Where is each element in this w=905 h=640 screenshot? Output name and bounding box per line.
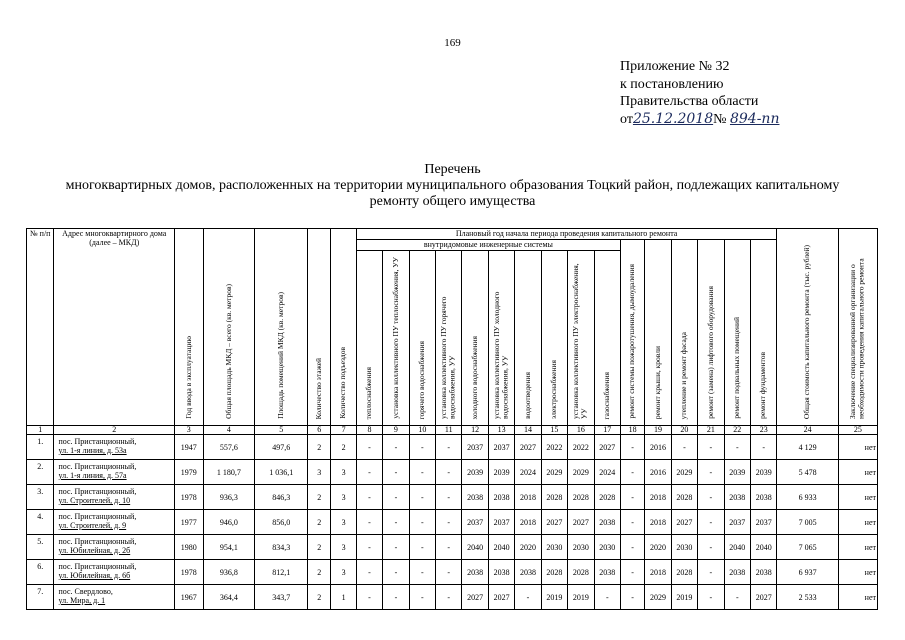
header-total-cost-cell [777,229,838,426]
table-cell: 2016 [645,435,671,460]
table-cell: 846,3 [255,485,308,510]
table-cell: - [698,485,724,510]
table-cell: 3 [331,535,356,560]
table-cell: 2020 [645,535,671,560]
table-cell: 2029 [568,460,594,485]
table-cell: 2019 [541,585,567,610]
table-cell: 2038 [462,485,488,510]
header-hot-water-cell [409,251,435,426]
table-cell: 2018 [645,560,671,585]
header-hot-water: горячего водоснабжения [417,340,427,419]
header-meter-hot-cell [436,251,462,426]
row-address [54,435,175,460]
row-number: 3. [27,485,54,510]
address-line-2: ул. Юбилейная, д. 6б [58,571,131,580]
table-cell: 812,1 [255,560,308,585]
table-cell: нет [838,560,877,585]
table-cell: - [698,560,724,585]
table-cell: 936,8 [203,560,255,585]
address-line-2: ул. 1-я линия, д. 53а [58,446,127,455]
header-gas-cell [594,251,620,426]
row-address [54,485,175,510]
table-cell: 1 [331,585,356,610]
table-cell: нет [838,535,877,560]
header-fire-alarm-cell [620,240,644,426]
table-cell: 2038 [462,560,488,585]
header-total-area: Общая площадь МКД – всего (кв. метров) [223,284,233,419]
table-cell: - [698,585,724,610]
col-number: 23 [750,426,776,435]
table-cell: 6 937 [777,560,838,585]
table-cell: 2040 [488,535,514,560]
table-cell: - [409,485,435,510]
table-cell: 2028 [568,485,594,510]
col-number: 20 [671,426,697,435]
header-foundation-cell [750,240,776,426]
appendix-line-3: Правительства области [620,94,759,109]
table-cell: 2030 [594,535,620,560]
table-cell: 1967 [174,585,203,610]
row-number: 5. [27,535,54,560]
table-cell: 2037 [750,510,776,535]
table-cell: 2027 [515,435,541,460]
table-body [27,435,878,610]
header-facade: утепление и ремонт фасада [679,331,689,419]
table-cell: - [436,510,462,535]
col-number: 17 [594,426,620,435]
header-meter-cold: установка коллективного ПУ холодного водоснабжения, УУ [492,291,510,419]
table-cell: 2027 [750,585,776,610]
row-number: 7. [27,585,54,610]
table-cell: 2037 [462,435,488,460]
table-cell: нет [838,460,877,485]
table-cell: 2019 [671,585,697,610]
row-address [54,560,175,585]
table-cell: 6 933 [777,485,838,510]
table-cell: 2037 [488,435,514,460]
table-cell: 2 [331,435,356,460]
table-cell: 2038 [594,510,620,535]
col-number: 14 [515,426,541,435]
table-cell: 2 533 [777,585,838,610]
table-cell: 2 [308,485,331,510]
table-cell: 936,3 [203,485,255,510]
header-meter-elec: установка коллективного ПУ электроснабжения, УУ [571,263,589,419]
table-cell: - [409,460,435,485]
table-cell: 2027 [671,510,697,535]
header-electricity-cell [541,251,567,426]
header-num: № п/п [27,229,54,426]
row-number: 2. [27,460,54,485]
table-cell: 3 [331,560,356,585]
table-cell: 1 180,7 [203,460,255,485]
table-cell: 2027 [594,435,620,460]
address-line-1: пос. Пристанционный, [58,562,137,571]
header-basement: ремонт подвальных помещений [732,317,742,419]
row-number: 1. [27,435,54,460]
table-cell: - [383,460,409,485]
address-line-2: ул. Юбилейная, д. 2б [58,546,131,555]
table-cell: 2018 [645,485,671,510]
header-heating: теплоснабжения [364,366,374,419]
table-cell: - [436,560,462,585]
row-address [54,535,175,560]
table-cell: 2040 [724,535,750,560]
table-cell: 557,6 [203,435,255,460]
header-meter-cold-cell [488,251,514,426]
table-cell: 1978 [174,560,203,585]
table-cell: 2018 [515,510,541,535]
header-cold-water-cell [462,251,488,426]
col-number: 10 [409,426,435,435]
header-basement-cell [724,240,750,426]
number-label: № [713,111,727,127]
table-cell: 7 005 [777,510,838,535]
appendix-line-2: к постановлению [620,76,724,92]
table-cell: 2020 [515,535,541,560]
table-cell: - [436,460,462,485]
address-line-2: ул. Мира, д. 1 [58,596,106,605]
table-cell: 2 [308,560,331,585]
table-cell: 1947 [174,435,203,460]
table-cell: 2016 [645,460,671,485]
header-roof: ремонт крыши, кровли [652,345,662,419]
table-cell: 2027 [541,510,567,535]
table-cell: нет [838,485,877,510]
table-cell: - [356,535,382,560]
table-cell: 2027 [568,510,594,535]
row-address [54,460,175,485]
table-cell: 2024 [594,460,620,485]
table-cell: - [436,435,462,460]
table-row [27,435,878,460]
header-gas: газоснабжения [602,371,612,419]
table-cell: 2028 [671,560,697,585]
handwritten-number: 894-пп [729,110,780,127]
table-cell: 2028 [594,485,620,510]
table-cell: - [356,460,382,485]
table-cell: 1980 [174,535,203,560]
header-year-built: Год ввода в эксплуатацию [183,336,193,419]
table-cell: 2028 [671,485,697,510]
table-cell: нет [838,435,877,460]
table-cell: 2029 [541,460,567,485]
address-line-1: пос. Пристанционный, [58,437,137,446]
table-cell: - [671,435,697,460]
header-foundation: ремонт фундаментов [758,352,768,419]
table-cell: - [409,560,435,585]
header-facade-cell [671,240,697,426]
col-number: 12 [462,426,488,435]
header-engineering: внутридомовые инженерные системы [356,240,620,251]
row-address [54,510,175,535]
header-sewerage-cell [515,251,541,426]
table-cell: 954,1 [203,535,255,560]
table-cell: 2018 [515,485,541,510]
address-line-1: пос. Пристанционный, [58,512,137,521]
col-number: 24 [777,426,838,435]
table-cell: 4 129 [777,435,838,460]
table-cell: 2038 [750,560,776,585]
table-cell: - [698,535,724,560]
col-number: 5 [255,426,308,435]
col-number: 18 [620,426,644,435]
address-line-1: пос. Пристанционный, [58,537,137,546]
col-number: 9 [383,426,409,435]
table-cell: - [409,585,435,610]
col-number: 1 [27,426,54,435]
address-line-2: ул. Строителей, д. 9 [58,521,127,530]
table-cell: - [436,585,462,610]
col-number: 2 [54,426,175,435]
table-cell: - [383,585,409,610]
table-cell: 2038 [724,485,750,510]
table-cell: 5 478 [777,460,838,485]
table-cell: - [698,460,724,485]
header-planned-year: Плановый год начала периода проведения капитального ремонта [356,229,777,240]
repair-table [26,228,878,605]
table-cell: 3 [331,485,356,510]
header-conclusion-cell [838,229,877,426]
table-cell: 2037 [488,510,514,535]
title-line-3: ремонту общего имущества [369,194,536,209]
table-row [27,585,878,610]
table-cell: 2029 [671,460,697,485]
table-cell: 2039 [750,460,776,485]
table-cell: - [383,435,409,460]
table-cell: 2037 [462,510,488,535]
header-premises-area-cell [255,229,308,426]
table-cell: 1 036,1 [255,460,308,485]
table-cell: 2030 [568,535,594,560]
table-cell: 2039 [488,460,514,485]
col-number: 19 [645,426,671,435]
header-meter-hot: установка коллективного ПУ горячего водоснабжения, УУ [439,296,457,419]
table-cell: нет [838,585,877,610]
table-cell: 2024 [515,460,541,485]
column-numbers-row [27,426,878,435]
table-cell: 3 [331,510,356,535]
col-number: 22 [724,426,750,435]
header-total-area-cell [203,229,255,426]
header-cold-water: холодного водоснабжения [469,335,479,419]
row-number: 4. [27,510,54,535]
table-cell: 2038 [750,485,776,510]
col-number: 7 [331,426,356,435]
appendix-line-1: Приложение № 32 [620,59,730,74]
table-cell: - [724,585,750,610]
header-roof-cell [645,240,671,426]
table-cell: - [356,585,382,610]
table-cell: - [383,485,409,510]
table-cell: 1977 [174,510,203,535]
table-cell: 2028 [568,560,594,585]
table-cell: 3 [308,460,331,485]
table-cell: - [594,585,620,610]
table-cell: 2 [308,535,331,560]
header-total-cost: Общая стоимость капитального ремонта (тыс. рублей) [802,244,812,419]
appendix-line-4 [620,111,779,129]
table-cell: - [383,535,409,560]
table-row [27,535,878,560]
table-cell: - [620,460,644,485]
table-cell: 2028 [541,560,567,585]
header-conclusion: Заключение специализированной организации о необходимости проведения капитального ремонта [848,258,866,419]
table-cell: 856,0 [255,510,308,535]
header-entrances: Количество подъездов [338,347,348,419]
table-cell: 2022 [568,435,594,460]
header-year-built-cell [174,229,203,426]
header-floors: Количество этажей [314,357,324,419]
header-elevator: ремонт (замена) лифтового оборудования [705,286,715,419]
table-cell: 2039 [724,460,750,485]
table-cell: 2030 [541,535,567,560]
table-cell: 7 065 [777,535,838,560]
row-number: 6. [27,560,54,585]
table-cell: 2027 [488,585,514,610]
table-cell: - [620,560,644,585]
table-cell: 343,7 [255,585,308,610]
header-entrances-cell [331,229,356,426]
table-cell: 1978 [174,485,203,510]
table-cell: 2018 [645,510,671,535]
header-fire-alarm: ремонт системы пожаротушения, дымоудаления [627,264,637,419]
table-cell: 364,4 [203,585,255,610]
page-number: 169 [444,37,461,49]
table-cell: - [436,535,462,560]
table-cell: - [436,485,462,510]
address-line-1: пос. Свердлово, [58,587,113,596]
header-sewerage: водоотведения [522,372,532,419]
table-cell: 2022 [541,435,567,460]
table-cell: 2028 [541,485,567,510]
table-cell: - [750,435,776,460]
table-cell: 2 [308,510,331,535]
table-cell: 3 [331,460,356,485]
table-cell: - [356,435,382,460]
table-cell: 2027 [462,585,488,610]
col-number: 16 [568,426,594,435]
header-meter-heat: установка коллективного ПУ теплоснабжения, УУ [390,257,400,419]
col-number: 11 [436,426,462,435]
header-meter-elec-cell [568,251,594,426]
table-cell: - [620,510,644,535]
table-cell: - [409,535,435,560]
document-title [20,162,885,210]
table-cell: 497,6 [255,435,308,460]
table-cell: 2038 [488,560,514,585]
table-row [27,485,878,510]
col-number: 25 [838,426,877,435]
table-cell: 2039 [462,460,488,485]
table-cell: 2038 [515,560,541,585]
header-address: Адрес многоквартирного дома (далее – МКД) [54,229,175,426]
table-cell: 2038 [594,560,620,585]
col-number: 15 [541,426,567,435]
table-cell: - [383,560,409,585]
col-number: 6 [308,426,331,435]
table-cell: нет [838,510,877,535]
table-cell: - [515,585,541,610]
table-row [27,510,878,535]
header-meter-heat-cell [383,251,409,426]
table-cell: - [356,485,382,510]
header-heating-cell [356,251,382,426]
table-row [27,460,878,485]
address-line-1: пос. Пристанционный, [58,487,137,496]
table-cell: 2 [308,435,331,460]
table-cell: - [724,435,750,460]
row-address [54,585,175,610]
table-cell: - [409,510,435,535]
table-cell: - [620,485,644,510]
table-cell: 2029 [645,585,671,610]
table-cell: - [383,510,409,535]
address-line-1: пос. Пристанционный, [58,462,137,471]
col-number: 3 [174,426,203,435]
table-cell: - [356,560,382,585]
table-cell: 2040 [750,535,776,560]
table-cell: - [620,585,644,610]
col-number: 4 [203,426,255,435]
table-cell: 946,0 [203,510,255,535]
table-cell: - [698,510,724,535]
header-elevator-cell [698,240,724,426]
table-cell: 2019 [568,585,594,610]
title-line-2: многоквартирных домов, расположенных на территории муниципального образования Тоцкий район, подлежащих капитальному [65,178,840,193]
table-cell: 2037 [724,510,750,535]
table-cell: 2 [308,585,331,610]
table-cell: - [620,435,644,460]
table-cell: - [356,510,382,535]
table-cell: 2030 [671,535,697,560]
table-cell: - [409,435,435,460]
table-cell: 2038 [724,560,750,585]
table-cell: 1979 [174,460,203,485]
header-electricity: электроснабжения [549,360,559,419]
table-cell: - [698,435,724,460]
table-cell: 834,3 [255,535,308,560]
col-number: 21 [698,426,724,435]
header-floors-cell [308,229,331,426]
address-line-2: ул. 1-я линия, д. 57а [58,471,127,480]
appendix-block [620,58,779,128]
title-line-1: Перечень [424,162,481,177]
address-line-2: ул. Строителей, д. 10 [58,496,131,505]
header-premises-area: Площадь помещений МКД (кв. метров) [275,292,285,419]
handwritten-date: 25.12.2018 [632,110,714,127]
col-number: 13 [488,426,514,435]
table-cell: - [620,535,644,560]
col-number: 8 [356,426,382,435]
table-cell: 2038 [488,485,514,510]
table-cell: 2040 [462,535,488,560]
table-row [27,560,878,585]
date-prefix: от [620,111,633,127]
